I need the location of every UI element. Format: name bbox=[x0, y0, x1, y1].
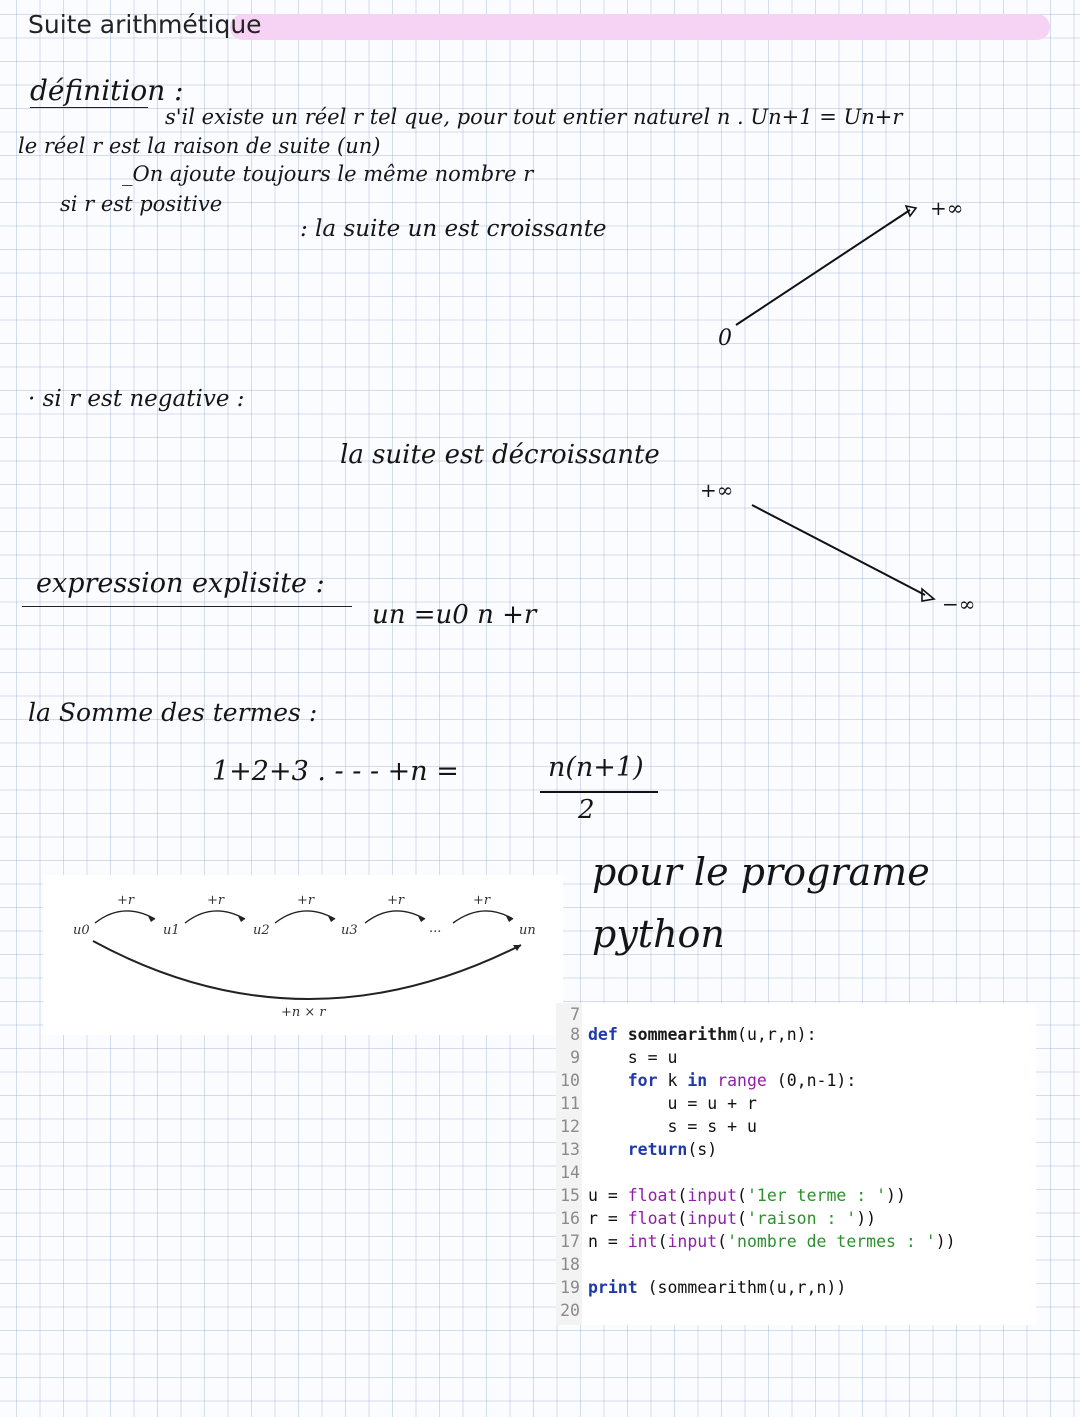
sum-denominator: 2 bbox=[578, 795, 595, 825]
increasing-end-label: +∞ bbox=[930, 196, 964, 220]
explicit-underline bbox=[22, 606, 352, 607]
term-u3: u3 bbox=[341, 923, 358, 938]
step-label-3: +r bbox=[297, 893, 315, 908]
step-label-2: +r bbox=[207, 893, 225, 908]
term-dots: ... bbox=[429, 921, 442, 936]
negative-condition: · si r est negative : bbox=[28, 386, 245, 412]
explicit-heading: expression explisite : bbox=[36, 568, 325, 599]
negative-result: la suite est décroissante bbox=[340, 440, 660, 470]
code-line-10: 10 for k in range (0,n-1): bbox=[560, 1071, 857, 1090]
code-line-19: 19 print (sommearithm(u,r,n)) bbox=[560, 1278, 847, 1297]
code-line-13: 13 return(s) bbox=[560, 1140, 718, 1159]
positive-condition: si r est positive bbox=[60, 192, 223, 216]
code-line-12: 12 s = s + u bbox=[560, 1117, 757, 1136]
sum-lhs: 1+2+3 . - - - +n = bbox=[212, 756, 459, 787]
arrow-u0-u1 bbox=[95, 911, 155, 923]
python-note-line-1: pour le programe bbox=[592, 850, 930, 894]
step-label-1: +r bbox=[117, 893, 135, 908]
definition-line-1: s'il existe un réel r tel que, pour tout entier naturel n . Un+1 = Un+r bbox=[165, 105, 903, 129]
term-u0: u0 bbox=[73, 923, 90, 938]
term-u2: u2 bbox=[253, 923, 270, 938]
page-title: Suite arithmétique bbox=[28, 10, 262, 39]
arrow-total bbox=[93, 941, 521, 999]
increasing-line bbox=[736, 210, 910, 325]
sum-heading: la Somme des termes : bbox=[28, 698, 318, 727]
term-u1: u1 bbox=[163, 923, 180, 938]
sum-numerator: n(n+1) bbox=[548, 752, 644, 783]
code-line-15: 15 u = float(input('1er terme : ')) bbox=[560, 1186, 906, 1205]
decreasing-start-label: +∞ bbox=[700, 478, 734, 502]
decreasing-end-label: −∞ bbox=[942, 592, 976, 616]
code-line-14: 14 bbox=[560, 1163, 580, 1182]
decreasing-line bbox=[752, 505, 925, 595]
arrow-dots-un bbox=[453, 911, 513, 923]
terms-diagram bbox=[43, 875, 563, 1035]
arrow-u1-u2 bbox=[185, 911, 245, 923]
code-line-8: 8 def sommearithm(u,r,n): bbox=[570, 1025, 817, 1044]
code-line-18: 18 bbox=[560, 1255, 580, 1274]
definition-underline bbox=[30, 107, 148, 108]
code-line-17: 17 n = int(input('nombre de termes : ')) bbox=[560, 1232, 956, 1251]
definition-line-2: le réel r est la raison de suite (un) bbox=[18, 134, 381, 158]
code-line-11: 11 u = u + r bbox=[560, 1094, 757, 1113]
definition-line-3: _On ajoute toujours le même nombre r bbox=[122, 162, 534, 186]
explicit-formula: un =u0 n +r bbox=[372, 600, 537, 630]
code-line-16: 16 r = float(input('raison : ')) bbox=[560, 1209, 877, 1228]
arrow-u3-dots bbox=[365, 911, 425, 923]
code-line-7: 7 bbox=[570, 1005, 580, 1024]
definition-heading: définition : bbox=[30, 74, 184, 107]
title-highlight bbox=[230, 14, 1050, 40]
positive-result: : la suite un est croissante bbox=[300, 216, 607, 242]
increasing-arrowhead bbox=[906, 206, 916, 216]
code-line-9: 9 s = u bbox=[570, 1048, 678, 1067]
code-line-20: 20 bbox=[560, 1301, 580, 1320]
arrow-u2-u3 bbox=[275, 911, 335, 923]
step-label-5: +r bbox=[473, 893, 491, 908]
step-label-4: +r bbox=[387, 893, 405, 908]
term-un: un bbox=[519, 923, 536, 938]
fraction-bar bbox=[540, 791, 658, 793]
python-note-line-2: python bbox=[592, 912, 725, 956]
total-label: +n × r bbox=[281, 1005, 326, 1020]
python-code-block bbox=[556, 1003, 1036, 1325]
increasing-start-label: 0 bbox=[718, 326, 732, 351]
